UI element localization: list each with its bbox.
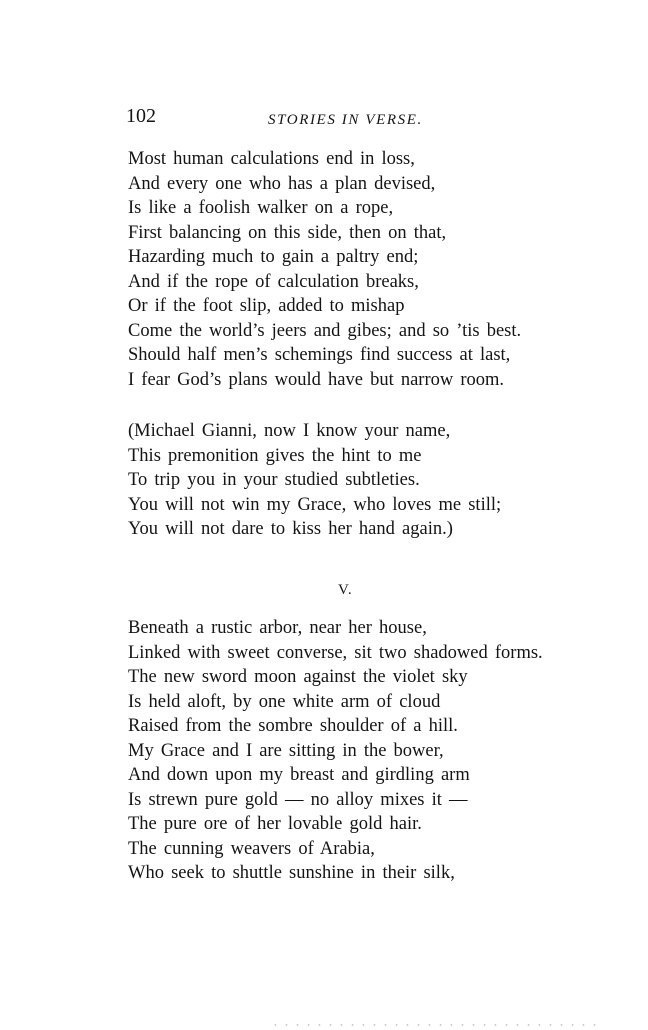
verse-line: My Grace and I are sitting in the bower, [128, 740, 444, 761]
verse-line: Come the world’s jeers and gibes; and so ’tis best. [128, 320, 522, 341]
stanza-1 [128, 147, 521, 392]
verse-line: Or if the foot slip, added to mishap [128, 296, 405, 316]
verse-line: (Michael Gianni, now I know your name, [128, 421, 451, 441]
stanza-2 [128, 419, 501, 542]
verse-line: Is held aloft, by one white arm of cloud [128, 691, 441, 712]
verse-line: You will not win my Grace, who loves me still; [128, 494, 502, 515]
verse-line: And if the rope of calculation breaks, [128, 271, 419, 292]
verse-line: Should half men’s schemings find success at last, [128, 345, 511, 365]
running-head: STORIES IN VERSE. [268, 112, 423, 128]
verse-line: Is strewn pure gold — no alloy mixes it — [128, 789, 468, 810]
verse-line: You will not dare to kiss her hand again.) [128, 519, 453, 539]
verse-line: This premonition gives the hint to me [128, 445, 422, 466]
stanza-3 [128, 616, 543, 886]
verse-line: Hazarding much to gain a paltry end; [128, 247, 419, 267]
verse-line: To trip you in your studied subtleties. [128, 470, 420, 490]
page-number: 102 [126, 105, 156, 127]
verse-line: And every one who has a plan devised, [128, 173, 436, 194]
verse-line: And down upon my breast and girdling arm [128, 765, 470, 785]
verse-line: Raised from the sombre shoulder of a hill. [128, 716, 458, 736]
verse-line: I fear God’s plans would have but narrow room. [128, 369, 505, 390]
scan-artifact-dots [270, 1024, 600, 1026]
verse-line: Beneath a rustic arbor, near her house, [128, 618, 427, 638]
verse-line: The cunning weavers of Arabia, [128, 838, 375, 859]
verse-line: The pure ore of her lovable gold hair. [128, 814, 422, 834]
verse-line: First balancing on this side, then on that, [128, 222, 447, 243]
section-numeral: V. [338, 582, 353, 598]
verse-line: Most human calculations end in loss, [128, 149, 415, 169]
verse-line: Is like a foolish walker on a rope, [128, 198, 394, 218]
verse-line: Linked with sweet converse, sit two shadowed forms. [128, 642, 543, 663]
verse-line: The new sword moon against the violet sky [128, 667, 468, 687]
verse-line: Who seek to shuttle sunshine in their silk, [128, 863, 455, 883]
